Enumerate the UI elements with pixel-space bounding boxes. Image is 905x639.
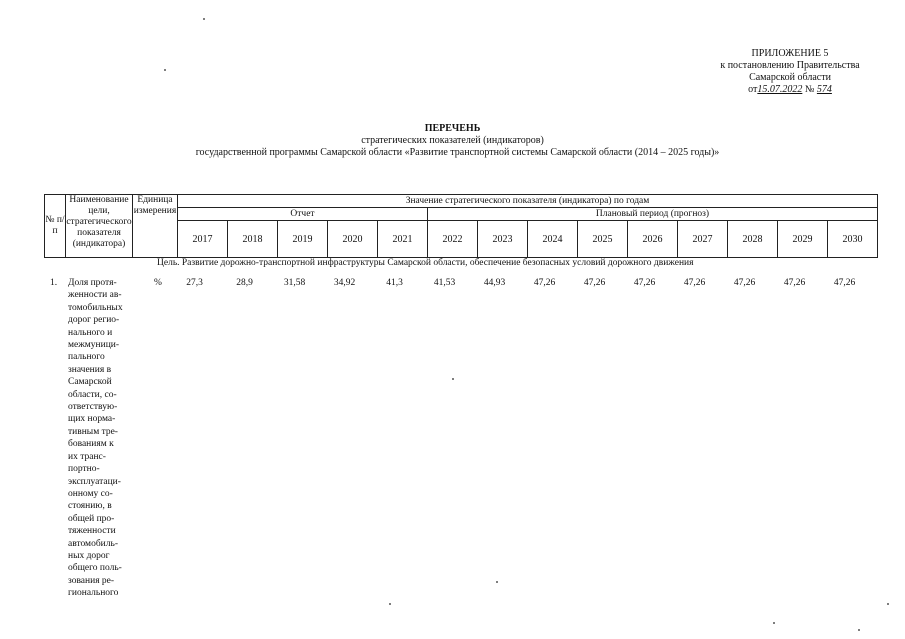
indicator-name-line: значения в	[68, 364, 112, 375]
appendix-header	[705, 48, 875, 96]
year-header-2029: 2029	[778, 221, 828, 258]
indicator-name-line: гионального	[68, 588, 119, 599]
indicator-name-line: общего поль-	[68, 563, 122, 574]
year-header-2019: 2019	[278, 221, 328, 258]
title-main: ПЕРЕЧЕНЬ	[424, 123, 481, 134]
indicator-name-line: области, со-	[68, 389, 117, 400]
indicator-name-line: стоянию, в	[68, 501, 112, 512]
indicator-name-line: их транс-	[68, 451, 106, 462]
scan-speck	[496, 581, 498, 583]
year-header-2020: 2020	[328, 221, 378, 258]
appendix-title: ПРИЛОЖЕНИЕ 5	[751, 48, 829, 59]
row-value-2030: 47,26	[833, 278, 856, 288]
year-header-2017: 2017	[178, 221, 228, 258]
indicator-name-line: портно-	[68, 464, 100, 475]
year-header-2028: 2028	[728, 221, 778, 258]
scan-speck	[887, 603, 889, 605]
indicator-name-line: тяженности	[68, 526, 116, 537]
row-value-2024: 47,26	[533, 278, 556, 288]
row-value-2026: 47,26	[633, 278, 656, 288]
year-header-2023: 2023	[478, 221, 528, 258]
indicator-name-line: эксплуатаци-	[68, 476, 121, 487]
row-value-2017: 27,3	[186, 278, 203, 288]
indicator-name-line: Доля протя-	[68, 278, 117, 288]
header-num: № п/п	[45, 195, 66, 258]
date-prefix: от	[748, 84, 758, 95]
row-value-2027: 47,26	[683, 278, 706, 288]
row-value-2028: 47,26	[733, 278, 756, 288]
document-title	[0, 123, 905, 159]
indicator-name-line: общей про-	[68, 513, 115, 524]
indicator-name-line: зования ре-	[68, 575, 115, 586]
year-header-2030: 2030	[828, 221, 878, 258]
row-value-2019: 31,58	[283, 278, 306, 288]
year-header-2027: 2027	[678, 221, 728, 258]
header-values-group: Значение стратегического показателя (индикатора) по годам	[178, 195, 878, 208]
row-indicator-name	[68, 277, 148, 600]
row-unit: %	[154, 278, 162, 288]
indicator-name-line: онному со-	[68, 488, 113, 499]
title-subtitle: стратегических показателей (индикаторов)	[361, 135, 544, 146]
row-value-2018: 28,9	[236, 278, 253, 288]
scan-speck	[389, 603, 391, 605]
header-unit: Единица измерения	[133, 195, 178, 258]
indicator-name-line: женности ав-	[68, 290, 122, 301]
indicator-name-line: тивным тре-	[68, 426, 118, 437]
title-program: государственной программы Самарской области «Развитие транспортной системы Самарской области (2014 – 2025 годы)»	[195, 147, 720, 158]
scan-speck	[164, 69, 166, 71]
indicator-name-line: томобильных	[68, 302, 123, 313]
indicators-table	[44, 194, 878, 258]
year-header-2024: 2024	[528, 221, 578, 258]
indicator-name-line: дорог регио-	[68, 315, 120, 326]
indicator-name-line: автомобиль-	[68, 538, 118, 549]
row-value-2023: 44,93	[483, 278, 506, 288]
row-num: 1.	[50, 278, 58, 288]
year-header-2018: 2018	[228, 221, 278, 258]
goal-row: Цель. Развитие дорожно-транспортной инфраструктуры Самарской области, обеспечение безопасных условий дорожного движения	[157, 258, 694, 268]
row-value-2025: 47,26	[583, 278, 606, 288]
header-plan: Плановый период (прогноз)	[428, 208, 878, 221]
date-value: 15.07.2022	[757, 84, 803, 95]
indicator-name-line: межмуници-	[68, 340, 120, 351]
appendix-date-line	[705, 84, 875, 96]
row-value-2029: 47,26	[783, 278, 806, 288]
indicator-name-line: бованиям к	[68, 439, 114, 450]
row-value-2021: 41,3	[386, 278, 403, 288]
number-prefix: №	[804, 84, 815, 95]
indicator-name-line: нального и	[68, 327, 113, 338]
header-report: Отчет	[178, 208, 428, 221]
row-value-2020: 34,92	[333, 278, 356, 288]
number-value: 574	[816, 84, 832, 95]
year-header-2021: 2021	[378, 221, 428, 258]
scan-speck	[203, 18, 205, 20]
indicator-name-line: щих норма-	[68, 414, 116, 425]
indicator-name-line: ных дорог	[68, 550, 110, 561]
appendix-region: Самарской области	[749, 72, 831, 83]
indicator-name-line: ответствую-	[68, 402, 118, 413]
indicator-name-line: пального	[68, 352, 105, 363]
indicator-name-line: Самарской	[68, 377, 112, 388]
year-header-2022: 2022	[428, 221, 478, 258]
scan-speck	[858, 629, 860, 631]
scan-speck	[452, 378, 454, 380]
scan-speck	[773, 622, 775, 624]
year-header-2026: 2026	[628, 221, 678, 258]
header-name: Наименование цели, стратегического показателя (индикатора)	[66, 195, 133, 258]
row-value-2022: 41,53	[433, 278, 456, 288]
appendix-decree: к постановлению Правительства	[720, 60, 860, 71]
year-header-2025: 2025	[578, 221, 628, 258]
